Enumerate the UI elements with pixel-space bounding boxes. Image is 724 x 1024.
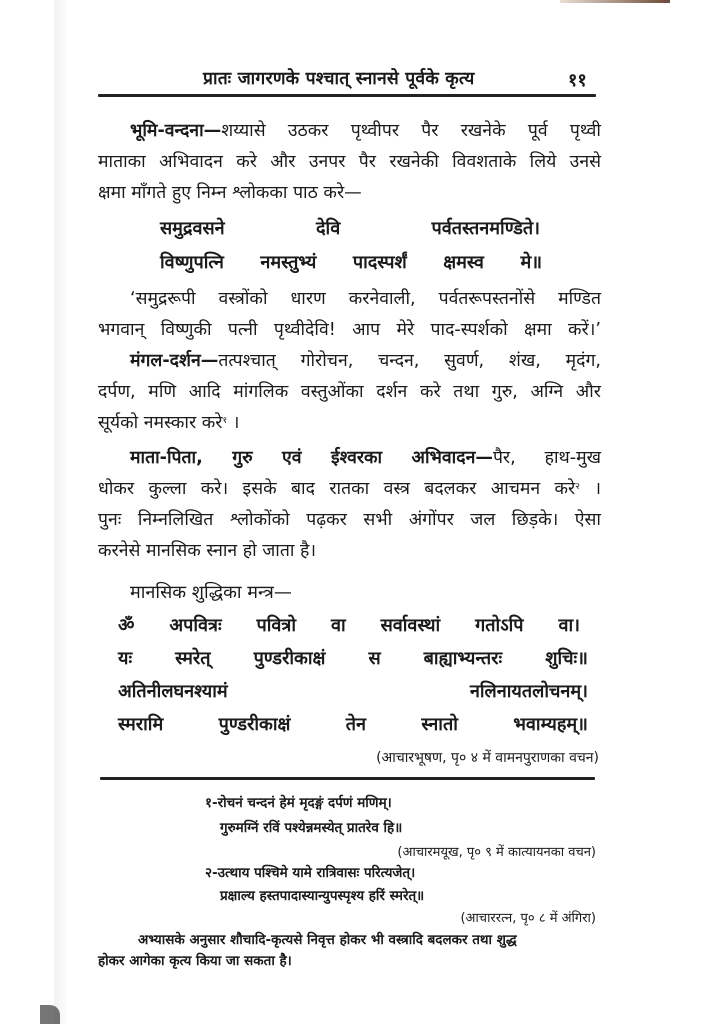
mantra-line: यः स्मरेत् पुण्डरीकाक्षं स बाह्याभ्यन्तरः शुचिः॥	[118, 648, 588, 669]
verse-line: समुद्रवसने देवि पर्वतस्तनमण्डिते।	[160, 218, 540, 239]
header-rule	[98, 94, 596, 97]
page-corner-shadow	[40, 1005, 60, 1024]
footnote-2-line-2: प्रक्षाल्य हस्तपादास्यान्युपस्पृश्य हरिं स्मरेत्॥	[220, 888, 425, 904]
footnote-ref: २	[575, 482, 580, 492]
section-heading-mantra: मानसिक शुद्धिका मन्त्र—	[130, 582, 292, 603]
footnote-ref: १	[222, 416, 228, 426]
section-heading-bhumi-vandana: भूमि-वन्दना—	[130, 121, 222, 141]
closing-note: अभ्यासके अनुसार शौचादि-कृत्यसे निवृत्त होकर भी वस्त्रादि बदलकर तथा शुद्ध होकर आगेका कृत्य किया जा सकता है।	[98, 932, 517, 969]
footnote-1-line-2: गुरुमग्निं रविं पश्येन्नमस्येत् प्रातरेव हि॥	[220, 820, 403, 836]
paragraph-abhivadan: माता-पिता, गुरु एवं ईश्वरका अभिवादन—पैर, हाथ-मुख धोकर कुल्ला करे। इसके बाद रातका वस्त्र बदलकर आचमन करे$^२$ । पुनः निम्नलिखित श्लोकोंको पढ़कर सभी अंगोंपर जल छिड़के। ऐसा करनेसे मानसिक स्नान हो जाता है।	[98, 448, 601, 561]
mantra-line: स्मरामि पुण्डरीकाक्षं तेन स्नातो भवाम्यहम्॥	[118, 714, 588, 735]
mantra-line: ॐ अपवित्रः पवित्रो वा सर्वावस्थां गतोऽपि वा।	[118, 615, 580, 636]
paragraph-bhumi-vandana: भूमि-वन्दना—शय्यासे उठकर पृथ्वीपर पैर रखनेके पूर्व पृथ्वी माताका अभिवादन करे और उनपर पैर रखनेकी विवशताके लिये उनसे क्षमा माँगते हुए निम्न श्लोकका पाठ करे—	[98, 121, 601, 203]
page-top-edge	[560, 0, 670, 3]
footnote-1-citation: (आचारमयूख, पृ० ९ में कात्यायनका वचन)	[397, 845, 596, 860]
footnote-2-line-1: २-उत्थाय पश्चिमे यामे रात्रिवासः परित्यजेत्।	[205, 865, 416, 881]
page-gutter-shadow	[54, 0, 68, 1024]
footnote-2-citation: (आचाररत्न, पृ० ८ में अंगिरा)	[460, 911, 596, 926]
verse-line: विष्णुपत्नि नमस्तुभ्यं पादस्पर्शं क्षमस्व मे॥	[160, 252, 542, 273]
verse-translation: ‘समुद्ररूपी वस्त्रोंको धारण करनेवाली, पर्वतरूपस्तनोंसे मण्डित भगवान् विष्णुकी पत्नी पृथ्वीदेवि! आप मेरे पाद-स्पर्शको क्षमा करें।’	[98, 289, 601, 340]
running-head	[98, 60, 598, 96]
citation-vamana-purana: (आचारभूषण, पृ० ४ में वामनपुराणका वचन)	[376, 750, 599, 766]
paragraph-mangal-darshan: मंगल-दर्शन—तत्पश्चात् गोरोचन, चन्दन, सुवर्ण, शंख, मृदंग, दर्पण, मणि आदि मांगलिक वस्तुओंका दर्शन करे तथा गुरु, अग्नि और सूर्यको नमस्कार करे$^१$ ।	[98, 351, 601, 433]
section-heading-mangal-darshan: मंगल-दर्शन—	[130, 351, 219, 371]
running-head-title: प्रातः जागरणके पश्चात् स्नानसे पूर्वके कृत्य	[203, 69, 475, 89]
section-heading-abhivadan: माता-पिता, गुरु एवं ईश्वरका अभिवादन—	[130, 448, 493, 468]
footnote-1-line-1: १-रोचनं चन्दनं हेमं मृदङ्गं दर्पणं मणिम्।	[205, 795, 392, 811]
mantra-line: अतिनीलघनश्यामं नलिनायतलोचनम्।	[118, 681, 588, 702]
footnote-rule	[100, 777, 595, 780]
page-number: ११	[568, 70, 587, 91]
